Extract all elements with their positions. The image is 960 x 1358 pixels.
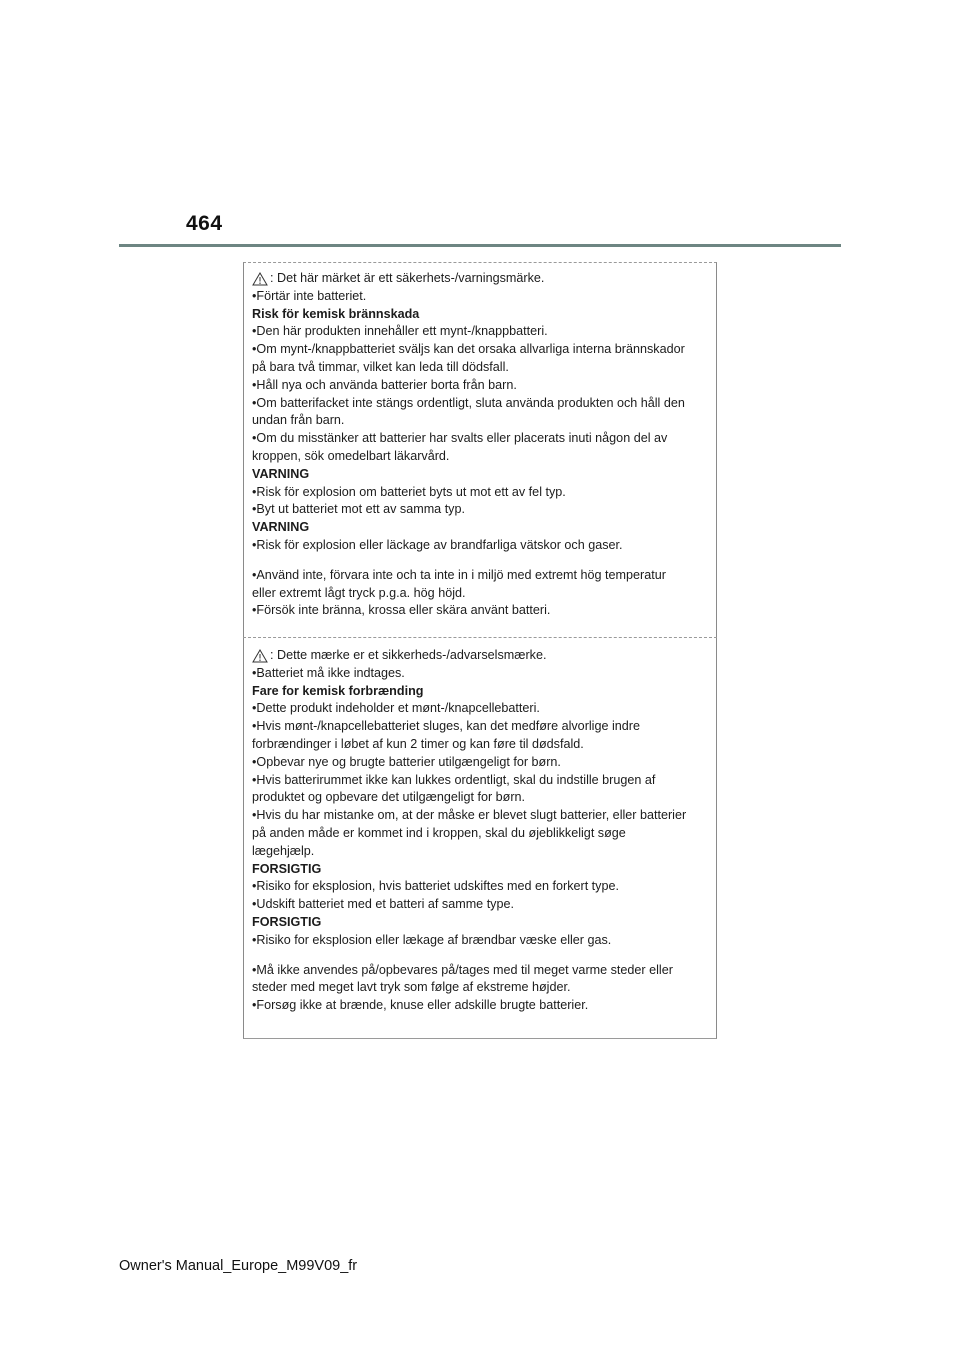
label-text-line: •Risk för explosion eller läckage av brandfarliga vätskor och gaser. (252, 537, 623, 552)
label-text-line: •Hvis batterirummet ikke kan lukkes ordentligt, skal du indstille brugen af (252, 772, 656, 787)
section-heading: Fare for kemisk forbrænding (252, 683, 424, 698)
warning-triangle-icon (252, 649, 268, 663)
label-text-line: •Batteriet må ikke indtages. (252, 665, 405, 680)
header-rule (119, 244, 841, 247)
danish-lines (252, 665, 710, 1015)
swedish-lines (252, 288, 710, 620)
section-heading: VARNING (252, 520, 310, 535)
swedish-warning-mark-row (252, 270, 710, 288)
label-text-line: •Risk för explosion om batteriet byts ut mot ett av fel typ. (252, 484, 566, 499)
label-text-line: produktet og opbevare det utilgængeligt for børn. (252, 790, 526, 805)
label-text-line: •Om batterifacket inte stängs ordentligt, sluta använda produkten och håll den (252, 395, 685, 410)
label-text-line: •Risiko for eksplosion, hvis batteriet udskiftes med en forkert type. (252, 879, 619, 894)
label-text-line: •Den här produkten innehåller ett mynt-/knappbatteri. (252, 324, 548, 339)
section-heading: Risk för kemisk brännskada (252, 306, 420, 321)
footer-manual-id: Owner's Manual_Europe_M99V09_fr (119, 1258, 358, 1274)
swedish-warning-mark-text: : Det här märket är ett säkerhets-/varningsmärke. (270, 271, 545, 285)
label-text-line: på bara två timmar, vilket kan leda till dödsfall. (252, 359, 509, 374)
label-text-line: •Opbevar nye og brugte batterier utilgængeligt for børn. (252, 754, 561, 769)
label-text-line: •Byt ut batteriet mot ett av samma typ. (252, 502, 465, 517)
section-heading: VARNING (252, 466, 310, 481)
label-text-line: •Förtär inte batteriet. (252, 288, 367, 303)
label-text-line: kroppen, sök omedelbart läkarvård. (252, 448, 450, 463)
label-text-line: •Forsøg ikke at brænde, knuse eller adskille brugte batterier. (252, 998, 589, 1013)
language-divider (243, 637, 717, 638)
section-heading: FORSIGTIG (252, 914, 322, 929)
label-text-line: steder med meget lavt tryk som følge af ekstreme højder. (252, 980, 571, 995)
label-text-line: •Försök inte bränna, krossa eller skära använt batteri. (252, 603, 551, 618)
danish-section (252, 647, 710, 1015)
label-text-line: •Må ikke anvendes på/opbevares på/tages med til meget varme steder eller (252, 962, 673, 977)
label-text-line: •Udskift batteriet med et batteri af samme type. (252, 897, 514, 912)
swedish-section (252, 270, 710, 620)
label-text-line: •Använd inte, förvara inte och ta inte in i miljö med extremt hög temperatur (252, 567, 666, 582)
battery-warning-label (243, 262, 717, 1039)
page-number: 464 (186, 212, 223, 235)
label-text-line: eller extremt lågt tryck p.g.a. hög höjd. (252, 585, 466, 600)
label-text-line: •Dette produkt indeholder et mønt-/knapcellebatteri. (252, 701, 540, 716)
label-text-line: undan från barn. (252, 413, 345, 428)
danish-warning-mark-text: : Dette mærke er et sikkerheds-/advarselsmærke. (270, 648, 547, 662)
label-text-line: •Risiko for eksplosion eller lækage af brændbar væske eller gas. (252, 932, 612, 947)
label-text-line: •Håll nya och använda batterier borta från barn. (252, 377, 517, 392)
label-text-line: •Om du misstänker att batterier har svalts eller placerats inuti någon del av (252, 431, 668, 446)
label-text-line: •Hvis du har mistanke om, at der måske er blevet slugt batterier, eller batterier (252, 808, 687, 823)
danish-warning-mark-row (252, 647, 710, 665)
label-text-line: •Om mynt-/knappbatteriet sväljs kan det orsaka allvarliga interna brännskador (252, 342, 685, 357)
label-text-line: •Hvis mønt-/knapcellebatteriet sluges, kan det medføre alvorlige indre (252, 719, 640, 734)
label-text-line: lægehjælp. (252, 843, 315, 858)
label-text-line: forbrændinger i løbet af kun 2 timer og kan føre til dødsfald. (252, 736, 584, 751)
warning-triangle-icon (252, 272, 268, 286)
section-heading: FORSIGTIG (252, 861, 322, 876)
label-text-line: på anden måde er kommet ind i kroppen, skal du øjeblikkeligt søge (252, 825, 626, 840)
